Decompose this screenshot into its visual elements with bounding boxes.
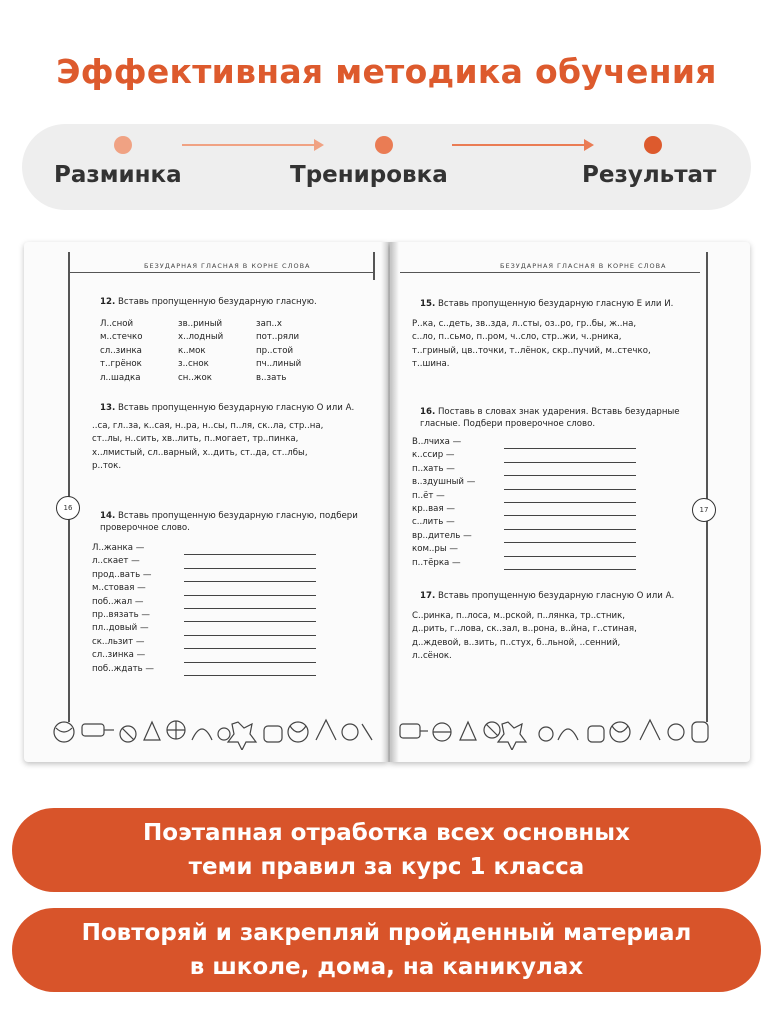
text-line: т..шина. <box>412 359 450 370</box>
word: пч..линый <box>256 359 302 370</box>
step-2-dot <box>375 136 393 154</box>
fill-row: ком..ры — <box>412 543 702 556</box>
fill-row: с..лить — <box>412 516 702 529</box>
feature-banner-2 <box>12 908 761 992</box>
exercise-instruction: Вставь пропущенную безударную гласную, подбери проверочное слово. <box>100 511 358 533</box>
exercise-text <box>412 318 702 372</box>
word: з..снок <box>178 359 209 370</box>
book-spine <box>381 242 399 762</box>
text-line: ст..лы, н..сить, хв..лить, п..могает, тр..пинка, <box>92 434 299 445</box>
exercise-16 <box>412 406 702 570</box>
page-number: 17 <box>692 498 716 522</box>
word: сн..жок <box>178 372 212 383</box>
fill-row: м..стовая — <box>92 582 366 595</box>
exercise-14 <box>92 510 366 676</box>
step-3-dot <box>644 136 662 154</box>
answer-line[interactable] <box>504 548 636 557</box>
word: зап..х <box>256 319 283 329</box>
word: х..лодный <box>178 332 224 343</box>
exercise-13 <box>92 402 366 474</box>
answer-line[interactable] <box>504 534 636 543</box>
exercise-number: 16. <box>420 407 436 417</box>
arrow-right-icon <box>452 144 592 146</box>
sports-doodles-icon <box>52 710 378 750</box>
exercise-instruction: Вставь пропущенную безударную гласную Е или И. <box>437 299 674 309</box>
word: пр..стой <box>256 345 294 356</box>
fill-row: п..тёрка — <box>412 557 702 570</box>
exercise-17 <box>412 590 702 664</box>
fill-row: в..здушный — <box>412 476 702 489</box>
fill-row: сл..зинка — <box>92 649 366 662</box>
page-header: БЕЗУДАРНАЯ ГЛАСНАЯ В КОРНЕ СЛОВА <box>500 262 667 270</box>
answer-line[interactable] <box>504 561 636 570</box>
fill-row: к..ссир — <box>412 449 702 462</box>
exercise-instruction: Вставь пропущенную безударную гласную О или А. <box>117 403 355 413</box>
answer-line[interactable] <box>504 494 636 503</box>
exercise-12 <box>100 296 380 385</box>
answer-line[interactable] <box>504 507 636 516</box>
fill-row: кр..вая — <box>412 503 702 516</box>
word: пот..ряли <box>256 332 300 343</box>
exercise-number: 14. <box>100 511 116 521</box>
exercise-number: 17. <box>420 591 436 601</box>
exercise-instruction: Вставь пропущенную безударную гласную О или А. <box>437 591 675 601</box>
word: т..грёнок <box>100 359 142 370</box>
frame-border <box>706 252 708 722</box>
sports-doodles-icon <box>396 710 716 750</box>
word: л..шадка <box>100 372 141 383</box>
page-header: БЕЗУДАРНАЯ ГЛАСНАЯ В КОРНЕ СЛОВА <box>144 262 311 270</box>
exercise-15 <box>412 298 702 372</box>
fill-row: ск..льзит — <box>92 636 366 649</box>
text-line: р..ток. <box>92 461 122 472</box>
answer-line[interactable] <box>184 667 316 676</box>
answer-line[interactable] <box>184 560 316 569</box>
fill-row: пр..вязать — <box>92 609 366 622</box>
answer-line[interactable] <box>504 440 636 449</box>
step-1-label: Разминка <box>54 162 182 188</box>
fill-row: В..лчиха — <box>412 436 702 449</box>
answer-line[interactable] <box>184 587 316 596</box>
answer-line[interactable] <box>504 481 636 490</box>
exercise-number: 15. <box>420 299 436 309</box>
text-line: т..гриный, цв..точки, т..лёнок, скр..пучий, м..стечко, <box>412 345 651 356</box>
banner-line: Повторяй и закрепляй пройденный материал <box>81 920 692 946</box>
text-line: х..лмистый, сл..варный, х..дить, ст..да, ст..лбы, <box>92 447 308 458</box>
fill-row: поб..жал — <box>92 596 366 609</box>
answer-line[interactable] <box>184 627 316 636</box>
fill-row: п..ёт — <box>412 490 702 503</box>
step-1-dot <box>114 136 132 154</box>
exercise-number: 12. <box>100 297 116 307</box>
banner-line: теми правил за курс 1 класса <box>188 854 585 880</box>
answer-line[interactable] <box>504 521 636 530</box>
right-page <box>390 242 750 762</box>
banner-line: Поэтапная отработка всех основных <box>143 820 630 846</box>
word: в..зать <box>256 372 287 383</box>
fill-row: л..скает — <box>92 555 366 568</box>
word: зв..риный <box>178 319 223 329</box>
fill-row: Л..жанка — <box>92 542 366 555</box>
frame-border <box>68 252 70 722</box>
answer-line[interactable] <box>184 600 316 609</box>
fill-row: поб..ждать — <box>92 663 366 676</box>
answer-line[interactable] <box>184 573 316 582</box>
fill-row: пл..довый — <box>92 622 366 635</box>
answer-line[interactable] <box>184 654 316 663</box>
exercise-text <box>92 420 366 474</box>
step-2-label: Тренировка <box>290 162 448 188</box>
fill-row: вр..дитель — <box>412 530 702 543</box>
answer-line[interactable] <box>184 613 316 622</box>
text-line: д..рить, г..лова, ск..зал, в..рона, в..йна, г..стиная, <box>412 624 637 635</box>
word: к..мок <box>178 345 206 356</box>
page-headline: Эффективная методика обучения <box>56 52 717 91</box>
fill-in-list <box>92 542 366 676</box>
exercise-number: 13. <box>100 403 116 413</box>
exercise-text <box>412 610 702 664</box>
text-line: Р..ка, с..деть, зв..зда, л..сты, оз..ро, гр..бы, ж..на, <box>412 319 637 329</box>
text-line: с..ло, п..сьмо, п..ром, ч..сло, стр..жи, ч..рника, <box>412 332 622 343</box>
feature-banner-1 <box>12 808 761 892</box>
left-page <box>24 242 388 762</box>
word: сл..зинка <box>100 345 142 356</box>
workbook-spread <box>24 242 750 770</box>
arrow-right-icon <box>182 144 322 146</box>
banner-line: в школе, дома, на каникулах <box>189 954 584 980</box>
method-steps-panel <box>22 124 751 210</box>
answer-line[interactable] <box>504 467 636 476</box>
text-line: д..ждевой, в..зить, п..стух, б..льной, ..сенний, <box>412 637 621 648</box>
word: м..стечко <box>100 332 143 343</box>
answer-line[interactable] <box>184 546 316 555</box>
text-line: С..ринка, п..лоса, м..рской, п..лянка, тр..стник, <box>412 611 626 621</box>
text-line: ..са, гл..за, к..сая, н..ра, н..сы, п..ля, ск..ла, стр..на, <box>92 421 324 431</box>
exercise-instruction: Вставь пропущенную безударную гласную. <box>117 297 317 307</box>
text-line: л..сёнок. <box>412 651 452 662</box>
word-grid <box>100 318 380 385</box>
fill-in-list <box>412 436 702 570</box>
word: Л..сной <box>100 319 134 329</box>
answer-line[interactable] <box>504 454 636 463</box>
page-number: 16 <box>56 496 80 520</box>
frame-border <box>373 252 375 280</box>
exercise-instruction: Поставь в словах знак ударения. Вставь безударные гласные. Подбери проверочное слово. <box>420 407 680 429</box>
fill-row: п..хать — <box>412 463 702 476</box>
answer-line[interactable] <box>184 640 316 649</box>
fill-row: прод..вать — <box>92 569 366 582</box>
step-3-label: Результат <box>582 162 717 188</box>
